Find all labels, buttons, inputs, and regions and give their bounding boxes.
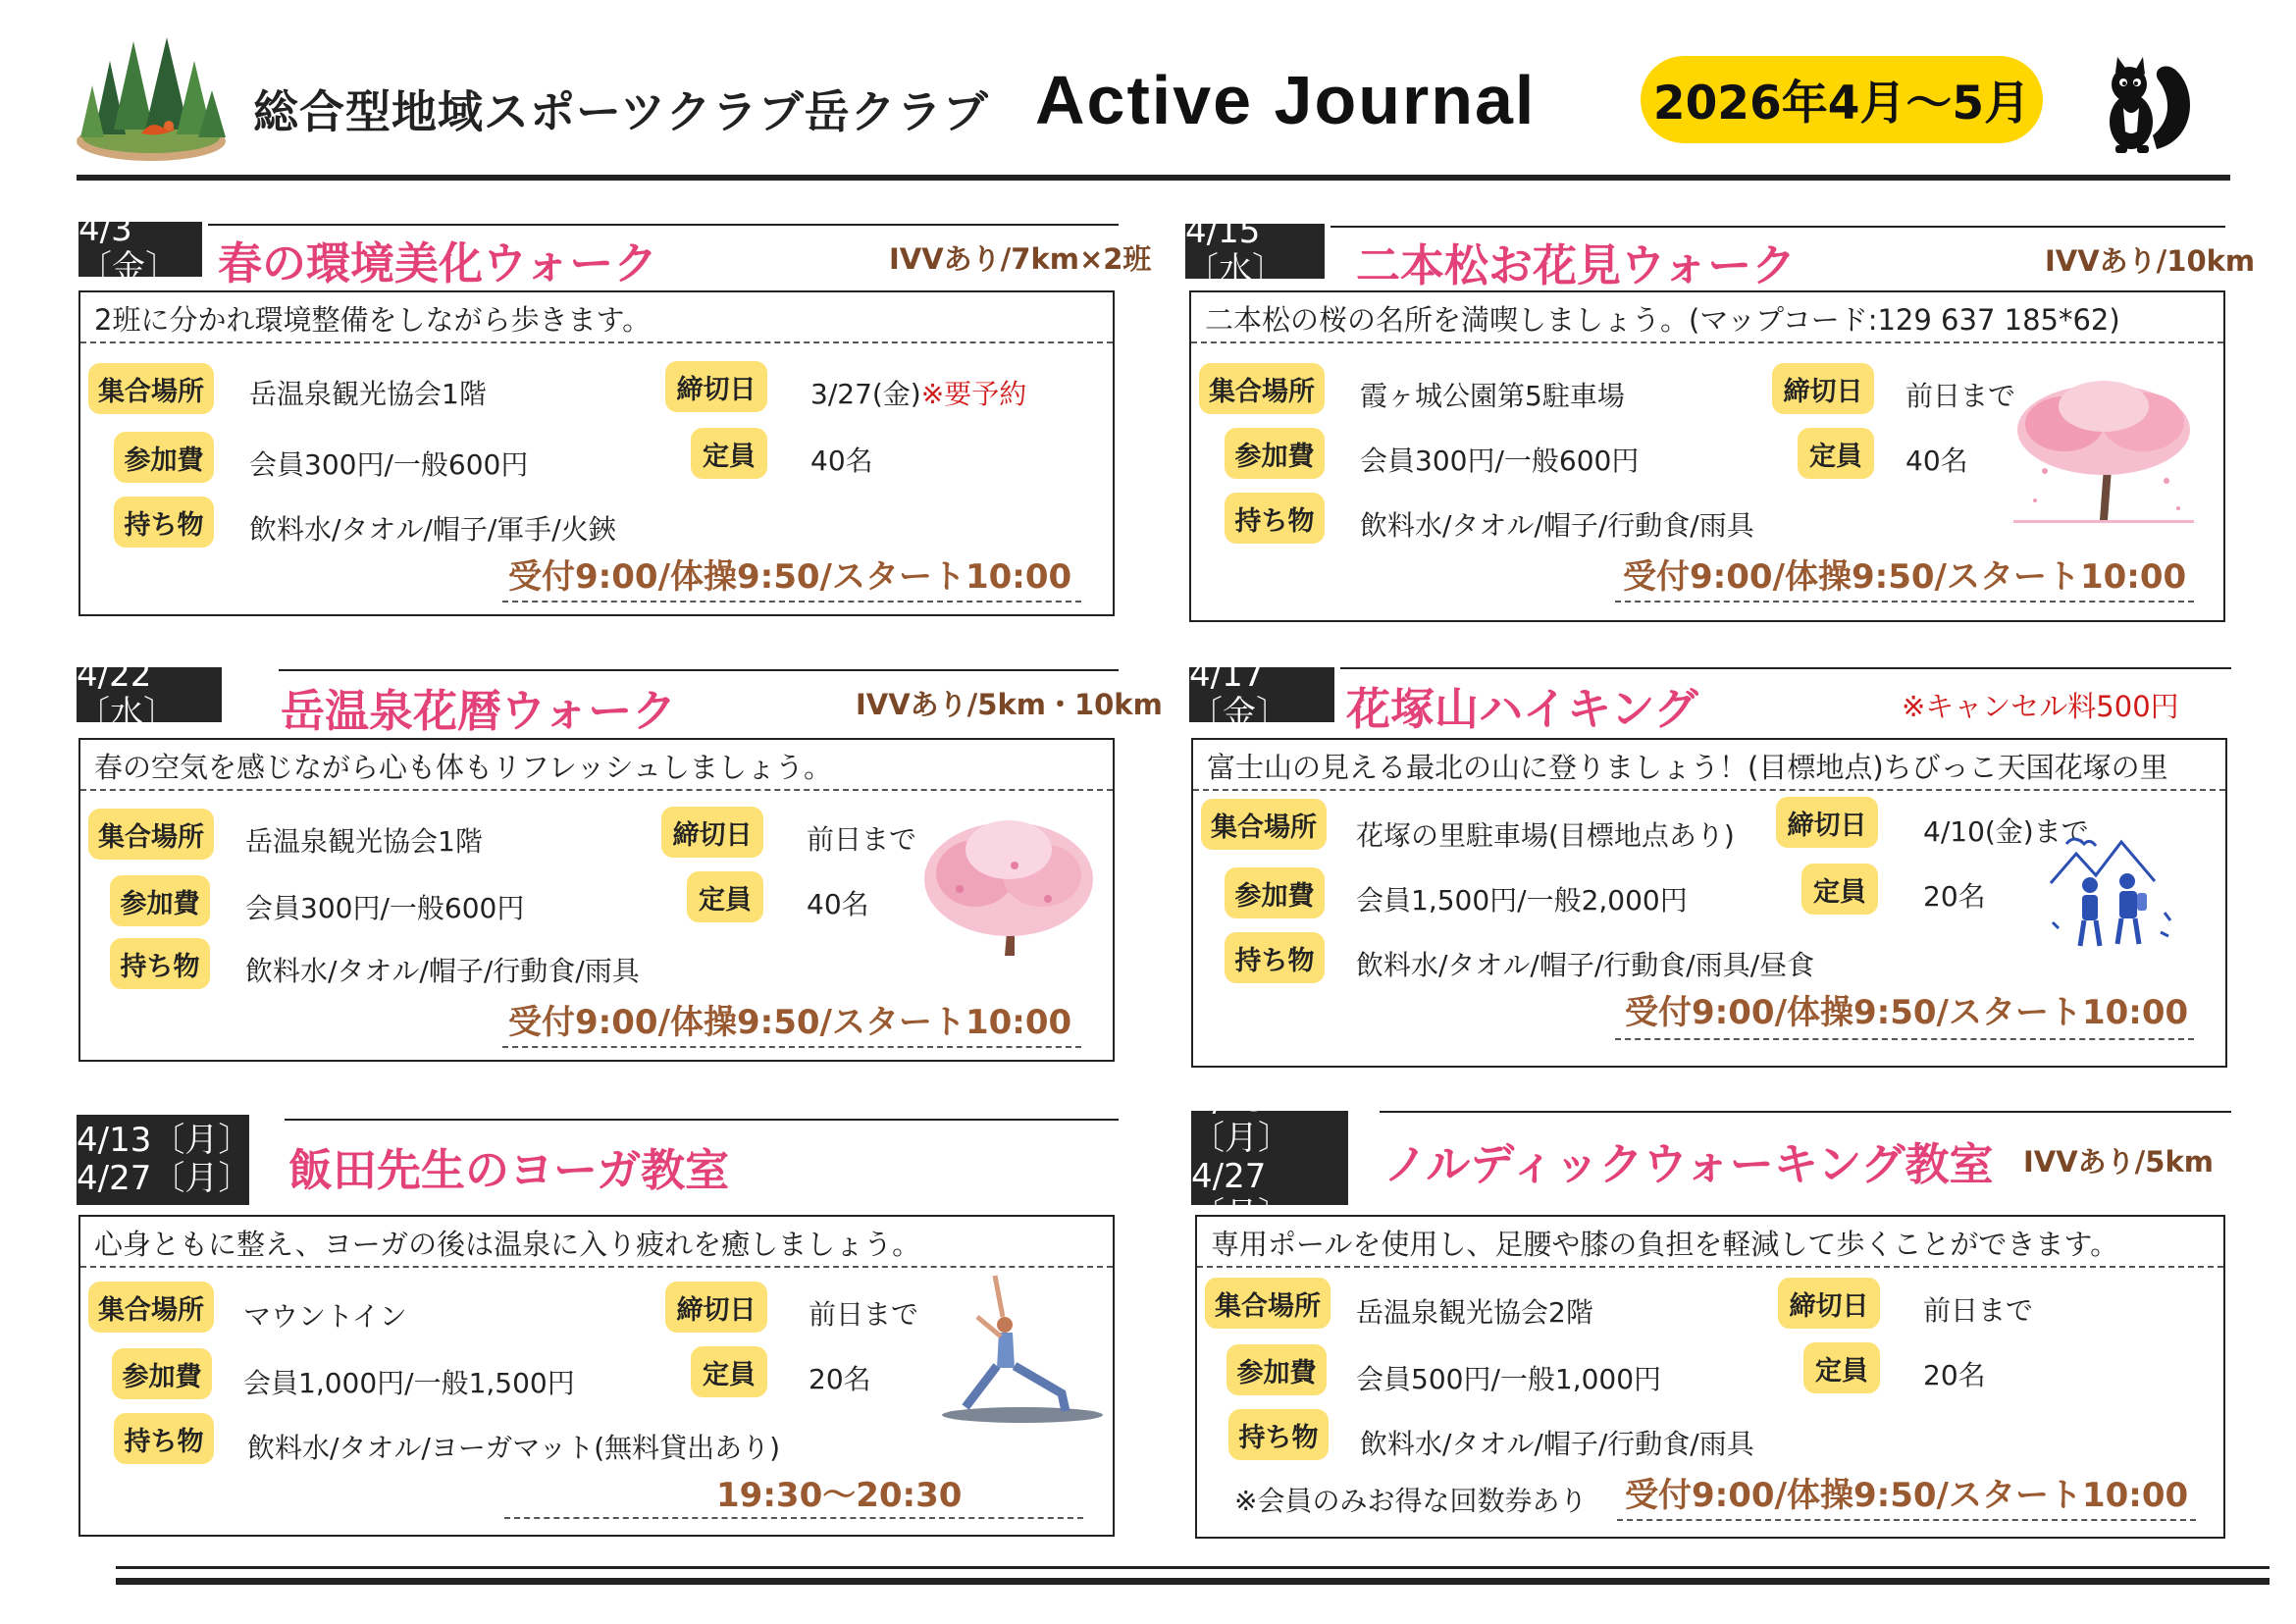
items-label: 持ち物 <box>114 1413 214 1464</box>
event-description: 専用ポールを使用し、足腰や膝の負担を軽減して歩くことができます。 <box>1211 1228 2119 1261</box>
event-date-line: 4/27〔月〕 <box>1191 1157 1291 1235</box>
header-rule <box>77 175 2230 181</box>
title-rule <box>1331 226 2225 228</box>
fee-value: 会員500円/一般1,000円 <box>1356 1363 1662 1395</box>
meeting-place-label: 集合場所 <box>88 1282 214 1333</box>
capacity-label: 定員 <box>691 1346 767 1397</box>
fee-label: 参加費 <box>1226 1344 1327 1395</box>
deadline-value: 前日まで <box>1905 380 2016 412</box>
event-note: IVVあり/5km・10km <box>856 688 1163 721</box>
event-date <box>78 209 202 288</box>
items-label: 持ち物 <box>1225 493 1325 544</box>
event-date-line: 4/27〔月〕 <box>77 1159 252 1198</box>
fee-label: 参加費 <box>1225 428 1325 479</box>
event-details-box <box>78 1215 1115 1537</box>
cherry-tree-icon <box>2006 373 2202 530</box>
event-details-box <box>1191 738 2227 1068</box>
event-details-box <box>78 290 1115 616</box>
event-title: 花塚山ハイキング <box>1346 683 1698 735</box>
capacity-value: 40名 <box>810 445 873 477</box>
fee-value: 会員1,000円/一般1,500円 <box>243 1367 575 1399</box>
divider <box>1191 341 2223 343</box>
deadline-date: 3/27(金) <box>810 378 921 410</box>
meeting-place-value: 霞ヶ城公園第5駐車場 <box>1360 380 1625 412</box>
cancellation-fee-note: ※キャンセル料500円 <box>1902 690 2179 723</box>
event-note: IVVあり/10km <box>2045 244 2256 278</box>
forest-fox-logo <box>73 31 230 164</box>
event-schedule: 受付9:00/体操9:50/スタート10:00 <box>1625 993 2189 1032</box>
reservation-note: ※要予約 <box>920 378 1027 410</box>
blossom-tree-icon <box>920 811 1097 958</box>
deadline-value: 4/10(金)まで <box>1923 815 2089 848</box>
capacity-label: 定員 <box>1801 864 1878 915</box>
event-description: 二本松の桜の名所を満喫しましょう。(マップコード:129 637 185*62) <box>1205 303 2120 337</box>
event-date <box>1189 655 1334 733</box>
fee-label: 参加費 <box>112 1348 212 1399</box>
divider <box>502 601 1081 602</box>
fee-value: 会員1,500円/一般2,000円 <box>1356 884 1688 917</box>
deadline-label: 締切日 <box>665 361 767 412</box>
capacity-value: 20名 <box>1923 880 1986 913</box>
event-card-dake-onsen-flower-walk <box>77 655 1163 1064</box>
title-rule <box>1340 667 2231 669</box>
event-date-line: 4/22〔水〕 <box>77 655 177 733</box>
event-description: 2班に分かれ環境整備をしながら歩きます。 <box>94 303 652 337</box>
event-card-nihonmatsu-hanami-walk <box>1185 211 2256 624</box>
capacity-label: 定員 <box>691 428 767 479</box>
journal-title: Active Journal <box>1035 62 1537 138</box>
fee-label: 参加費 <box>1225 867 1325 918</box>
fee-label: 参加費 <box>114 432 214 483</box>
fee-value: 会員300円/一般600円 <box>1360 445 1640 477</box>
event-schedule: 受付9:00/体操9:50/スタート10:00 <box>1623 557 2187 597</box>
event-date-line: 4/13〔月〕 <box>77 1120 252 1160</box>
divider <box>1193 789 2225 791</box>
divider <box>1197 1266 2223 1268</box>
event-description: 春の空気を感じながら心も体もリフレッシュしましょう。 <box>94 751 832 784</box>
capacity-label: 定員 <box>687 871 763 922</box>
divider <box>80 789 1113 791</box>
divider <box>1617 1519 2196 1521</box>
meeting-place-label: 集合場所 <box>88 809 214 860</box>
meeting-place-label: 集合場所 <box>1201 799 1327 850</box>
event-title: 二本松お花見ウォーク <box>1356 239 1797 291</box>
event-card-yoga-class <box>77 1115 1119 1539</box>
divider <box>80 341 1113 343</box>
event-description: 富士山の見える最北の山に登りましょう！(目標地点)ちびっこ天国花塚の里 <box>1207 751 2168 784</box>
event-date-line: 4/15〔水〕 <box>1185 211 1285 289</box>
deadline-value: 前日まで <box>1923 1294 2034 1327</box>
event-title: 春の環境美化ウォーク <box>218 237 658 289</box>
meeting-place-label: 集合場所 <box>1205 1278 1331 1329</box>
items-value: 飲料水/タオル/帽子/行動食/雨具/昼食 <box>1356 949 1815 981</box>
deadline-label: 締切日 <box>1772 363 1874 414</box>
meeting-place-value: マウントイン <box>243 1300 407 1333</box>
capacity-value: 40名 <box>1905 445 1968 477</box>
meeting-place-label: 集合場所 <box>1199 363 1325 414</box>
meeting-place-label: 集合場所 <box>88 363 214 414</box>
meeting-place-value: 花塚の里駐車場(目標地点あり) <box>1356 819 1735 852</box>
event-date <box>77 1115 252 1205</box>
items-label: 持ち物 <box>1228 1409 1329 1460</box>
items-value: 飲料水/タオル/帽子/行動食/雨具 <box>245 955 640 987</box>
capacity-label: 定員 <box>1803 1342 1880 1393</box>
event-title: 岳温泉花暦ウォーク <box>281 685 677 737</box>
capacity-label: 定員 <box>1798 428 1874 479</box>
title-rule <box>285 1119 1119 1121</box>
deadline-value: 前日まで <box>809 1298 919 1331</box>
event-date-line: 4/3〔金〕 <box>78 209 179 288</box>
capacity-value: 20名 <box>1923 1359 1986 1391</box>
event-schedule: 受付9:00/体操9:50/スタート10:00 <box>508 1003 1072 1042</box>
event-date <box>1185 211 1325 289</box>
event-title: ノルディックウォーキング教室 <box>1383 1138 1994 1190</box>
event-details-box <box>1195 1215 2225 1539</box>
fee-value: 会員300円/一般600円 <box>249 448 529 481</box>
divider <box>504 1517 1083 1519</box>
fee-label: 参加費 <box>110 875 210 926</box>
items-value: 飲料水/タオル/帽子/行動食/雨具 <box>1360 509 1754 542</box>
items-value: 飲料水/タオル/ヨーガマット(無料貸出あり) <box>247 1432 781 1464</box>
deadline-label: 締切日 <box>1776 797 1878 848</box>
fee-value: 会員300円/一般600円 <box>245 892 525 924</box>
event-date <box>1191 1079 1348 1235</box>
event-note: IVVあり/7km×2班 <box>889 242 1152 276</box>
event-date <box>77 655 222 733</box>
event-details-box <box>78 738 1115 1062</box>
deadline-label: 締切日 <box>665 1282 767 1333</box>
items-value: 飲料水/タオル/帽子/行動食/雨具 <box>1360 1428 1754 1460</box>
event-title: 飯田先生のヨーガ教室 <box>288 1144 730 1196</box>
deadline-label: 締切日 <box>661 807 763 858</box>
deadline-label: 締切日 <box>1778 1278 1880 1329</box>
footer-rule <box>116 1578 2270 1585</box>
event-schedule: 受付9:00/体操9:50/スタート10:00 <box>508 557 1072 597</box>
meeting-place-value: 岳温泉観光協会1階 <box>249 378 487 410</box>
divider <box>80 1266 1113 1268</box>
title-rule <box>279 669 1119 671</box>
items-label: 持ち物 <box>110 938 210 989</box>
capacity-value: 20名 <box>809 1363 871 1395</box>
hikers-icon <box>2047 824 2184 952</box>
event-description: 心身ともに整え、ヨーガの後は温泉に入り疲れを癒しましょう。 <box>94 1228 921 1261</box>
items-label: 持ち物 <box>1225 932 1325 983</box>
footer-rule <box>116 1566 2270 1569</box>
deadline-value: 前日まで <box>807 823 917 856</box>
club-name: 総合型地域スポーツクラブ岳クラブ <box>253 85 989 138</box>
title-rule <box>1380 1111 2231 1113</box>
deadline-value <box>810 373 1026 412</box>
capacity-value: 40名 <box>807 888 869 920</box>
coupon-note: ※会員のみお得な回数券あり <box>1234 1485 1588 1517</box>
yoga-pose-icon <box>936 1270 1103 1427</box>
event-details-box <box>1189 290 2225 622</box>
event-card-hanatsuka-hiking <box>1189 655 2231 1070</box>
event-note: IVVあり/5km <box>2023 1145 2214 1179</box>
divider <box>1615 601 2194 602</box>
title-rule <box>208 224 1119 226</box>
event-schedule: 19:30～20:30 <box>716 1476 963 1515</box>
items-label: 持ち物 <box>114 497 214 548</box>
event-date-line: 4/13〔月〕 <box>1191 1079 1291 1158</box>
event-card-spring-cleanup-walk <box>78 209 1152 618</box>
period-badge: 2026年4月～5月 <box>1641 56 2043 143</box>
event-card-nordic-walking-class <box>1191 1079 2231 1541</box>
meeting-place-value: 岳温泉観光協会1階 <box>245 825 483 858</box>
event-schedule: 受付9:00/体操9:50/スタート10:00 <box>1625 1476 2189 1515</box>
divider <box>1615 1038 2194 1040</box>
items-value: 飲料水/タオル/帽子/軍手/火鋏 <box>249 513 616 546</box>
divider <box>502 1046 1081 1048</box>
meeting-place-value: 岳温泉観光協会2階 <box>1356 1296 1593 1329</box>
event-date-line: 4/17〔金〕 <box>1189 655 1289 733</box>
squirrel-mascot-icon <box>2088 51 2196 159</box>
